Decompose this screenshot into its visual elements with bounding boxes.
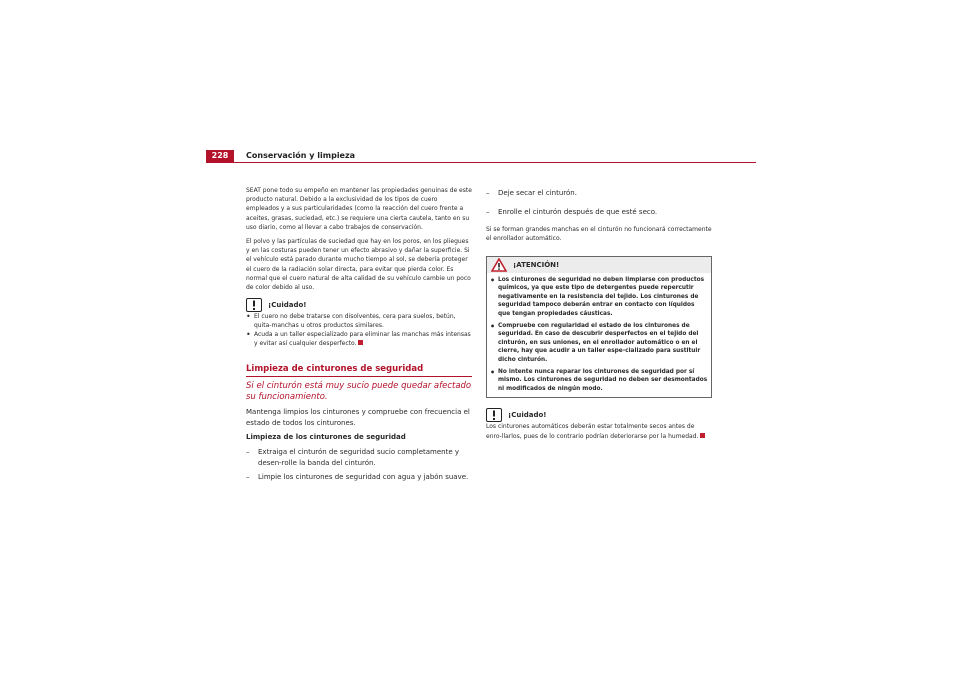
bullet-icon: • <box>490 321 496 331</box>
bullet-icon: • <box>490 367 496 377</box>
bullet-icon: • <box>246 330 251 340</box>
caution-title: ¡Cuidado! <box>508 411 547 420</box>
warning-title: ¡ATENCIÓN! <box>513 260 560 269</box>
caution-header <box>246 298 472 312</box>
caution-title: ¡Cuidado! <box>268 301 307 310</box>
bullet-icon: • <box>246 312 251 322</box>
intro-paragraph-2: El polvo y las partículas de suciedad que hay en los poros, en los pliegues y en las costuras pueden tener un efecto abrasivo y dañar la superficie. Si el vehículo está parado durante mucho tiempo al sol, se debería proteger el cuero de la radiación solar directa, para evitar que pierda color. Es normal que el cuero natural de alta calidad de su vehículo cambie un poco de color debido al uso. <box>246 238 471 292</box>
section-title: Limpieza de cinturones de seguridad <box>246 364 472 377</box>
bullet-icon: • <box>490 275 496 285</box>
warning-header <box>487 257 711 273</box>
section-subtitle: Si el cinturón está muy sucio puede quedar afectado su funcionamiento. <box>246 381 472 403</box>
chapter-title: Conservación y limpieza <box>246 151 356 160</box>
caution-header <box>486 408 712 422</box>
caution-body: Los cinturones automáticos deberán estar totalmente secos antes de enro-llarlos, pues de lo contrario podrían deteriorarse por la humedad. <box>486 422 712 440</box>
warning-item: • Los cinturones de seguridad no deben limpiarse con productos químicos, ya que este tipo de detergentes puede repercutir negativamente en la resistencia del tejido. Los cinturones de seguridad tampoco deberán entrar en contacto con líquidos que tengan propiedades cáusticas. <box>490 275 705 317</box>
exclamation-icon <box>246 298 262 312</box>
section-body: Mantenga limpios los cinturones y compruebe con frecuencia el estado de todos los cinturones. <box>246 408 470 427</box>
header-rule <box>206 162 756 163</box>
step-item: – Deje secar el cinturón. <box>486 189 577 197</box>
end-of-section-icon <box>700 433 705 438</box>
caution-item: • Acuda a un taller especializado para eliminar las manchas más intensas y evitar así cualquier desperfecto. <box>246 330 471 348</box>
step-item: – Enrolle el cinturón después de que esté seco. <box>486 207 658 216</box>
warning-triangle-icon <box>491 258 507 272</box>
note-text: Si se forman grandes manchas en el cinturón no funcionará correctamente el enrollador automático. <box>486 226 712 243</box>
intro-paragraph-1: SEAT pone todo su empeño en mantener las propiedades genuinas de este producto natural. Debido a la exclusividad de los tipos de cuero empleados y a sus particularidades (como la reacción del cuero frente a aceites, grasas, suciedad, etc.) se requiere una cierta cautela, tanto en su uso diario, como al llevar a cabo trabajos de conservación. <box>246 187 472 231</box>
caution-item: • El cuero no debe tratarse con disolventes, cera para suelos, betún, quita-manchas u otros productos similares. <box>246 312 456 330</box>
end-of-section-icon <box>358 340 363 345</box>
step-item: – Extraiga el cinturón de seguridad sucio completamente y desen-rolle la banda del cinturón. <box>246 448 460 467</box>
left-column <box>246 186 472 483</box>
exclamation-icon <box>486 408 502 422</box>
right-column <box>486 186 712 441</box>
warning-box <box>486 256 712 399</box>
step-item: – Limpie los cinturones de seguridad con agua y jabón suave. <box>246 473 469 482</box>
steps-title: Limpieza de los cinturones de seguridad <box>246 433 406 442</box>
page-number: 228 <box>206 150 234 162</box>
warning-item: • No intente nunca reparar los cinturones de seguridad por sí mismo. Los cinturones de seguridad no deben ser desmontados ni modificados de ningún modo. <box>490 367 708 392</box>
page-header <box>206 150 756 162</box>
warning-item: • Compruebe con regularidad el estado de los cinturones de seguridad. En caso de descubrir desperfectos en el tejido del cinturón, en sus uniones, en el enrollador automático o en el cierre, hay que acudir a un taller espe-cializado para sustituir dicho cinturón. <box>490 321 701 363</box>
